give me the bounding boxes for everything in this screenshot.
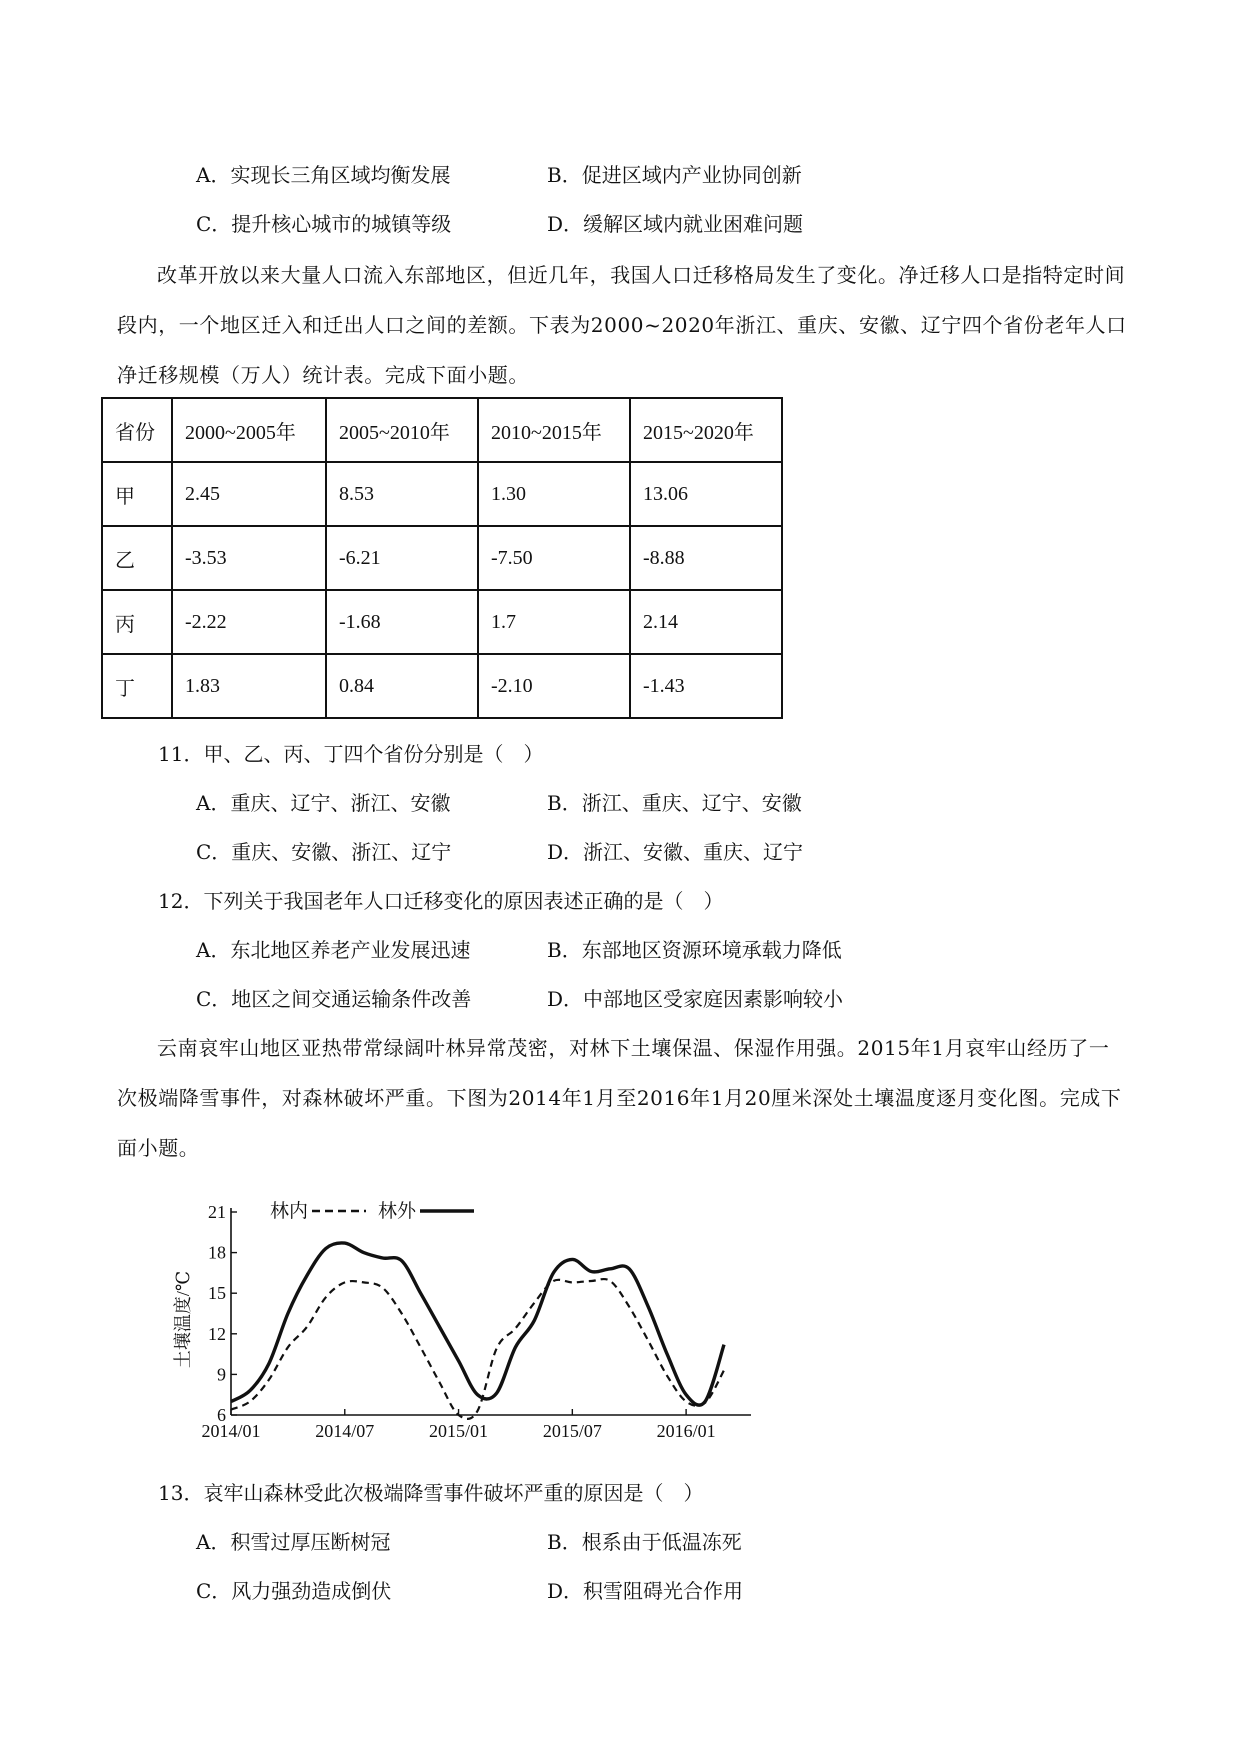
table-cell: -8.88 <box>630 526 782 590</box>
q10-option-b: B．促进区域内产业协同创新 <box>547 163 802 187</box>
table-cell: -6.21 <box>326 526 478 590</box>
table-header-cell: 2010~2015年 <box>478 398 630 462</box>
q10-option-c: C．提升核心城市的城镇等级 <box>196 212 452 236</box>
series-line-inside-forest <box>231 1279 724 1419</box>
legend-label: 林内 <box>270 1201 309 1222</box>
table-cell: -7.50 <box>478 526 630 590</box>
table-cell: 8.53 <box>326 462 478 526</box>
x-tick-label: 2014/01 <box>201 1421 261 1441</box>
q13-option-c: C．风力强劲造成倒伏 <box>196 1579 392 1603</box>
table-row <box>102 654 782 718</box>
x-tick-label: 2014/07 <box>315 1421 375 1441</box>
q10-option-a: A．实现长三角区域均衡发展 <box>196 163 451 187</box>
passage-soil-temperature <box>117 1023 1127 1173</box>
table-cell: -2.10 <box>478 654 630 718</box>
y-tick-label: 15 <box>208 1283 226 1304</box>
table-cell: 1.7 <box>478 590 630 654</box>
table-cell: 丙 <box>102 590 172 654</box>
y-tick-label: 9 <box>217 1364 226 1385</box>
table-header-cell: 2015~2020年 <box>630 398 782 462</box>
table-row <box>102 590 782 654</box>
table-cell: -1.68 <box>326 590 478 654</box>
x-tick-label: 2015/07 <box>542 1421 602 1441</box>
migration-table <box>101 397 783 719</box>
table-cell: 0.84 <box>326 654 478 718</box>
table-cell: -2.22 <box>172 590 326 654</box>
q10-option-d: D．缓解区域内就业困难问题 <box>547 212 804 236</box>
table-header-cell: 2000~2005年 <box>172 398 326 462</box>
q11-option-d: D．浙江、安徽、重庆、辽宁 <box>547 840 804 864</box>
table-cell: 13.06 <box>630 462 782 526</box>
y-tick-label: 21 <box>208 1202 226 1222</box>
q11-option-b: B．浙江、重庆、辽宁、安徽 <box>547 791 802 815</box>
y-tick-label: 6 <box>217 1405 226 1425</box>
table-header-cell: 2005~2010年 <box>326 398 478 462</box>
table-cell: 2.14 <box>630 590 782 654</box>
q12-option-a: A．东北地区养老产业发展迅速 <box>196 938 471 962</box>
table-cell: 乙 <box>102 526 172 590</box>
q13-stem: 13．哀牢山森林受此次极端降雪事件破坏严重的原因是（ ） <box>158 1481 704 1505</box>
q11-option-c: C．重庆、安徽、浙江、辽宁 <box>196 840 452 864</box>
q13-option-b: B．根系由于低温冻死 <box>547 1530 742 1554</box>
table-cell: 甲 <box>102 462 172 526</box>
q12-stem: 12．下列关于我国老年人口迁移变化的原因表述正确的是（ ） <box>158 889 724 913</box>
table-header-cell: 省份 <box>102 398 172 462</box>
q12-option-d: D．中部地区受家庭因素影响较小 <box>547 987 844 1011</box>
table-row <box>102 526 782 590</box>
table-cell: 丁 <box>102 654 172 718</box>
q12-option-b: B．东部地区资源环境承载力降低 <box>547 938 842 962</box>
y-tick-label: 12 <box>208 1323 226 1344</box>
q12-option-c: C．地区之间交通运输条件改善 <box>196 987 472 1011</box>
passage-migration <box>117 250 1127 400</box>
passage-migration-text: 改革开放以来大量人口流入东部地区，但近几年，我国人口迁移格局发生了变化。净迁移人口是指特定时间段内，一个地区迁入和迁出人口之间的差额。下表为2000~2020年浙江、重庆、安徽、辽宁四个省份老年人口净迁移规模（万人）统计表。完成下面小题。 <box>117 263 1127 387</box>
passage-soil-temperature-text: 云南哀牢山地区亚热带常绿阔叶林异常茂密，对林下土壤保温、保湿作用强。2015年1月哀牢山经历了一次极端降雪事件，对森林破坏严重。下图为2014年1月至2016年1月20厘米深处土壤温度逐月变化图。完成下面小题。 <box>117 1036 1122 1160</box>
q11-option-a: A．重庆、辽宁、浙江、安徽 <box>196 791 451 815</box>
table-cell: 1.30 <box>478 462 630 526</box>
x-tick-label: 2016/01 <box>656 1421 716 1441</box>
soil-temperature-chart <box>160 1195 760 1450</box>
table-cell: 2.45 <box>172 462 326 526</box>
legend-label: 林外 <box>378 1201 417 1222</box>
q11-stem: 11．甲、乙、丙、丁四个省份分别是（ ） <box>158 742 544 766</box>
table-cell: -1.43 <box>630 654 782 718</box>
table-cell: -3.53 <box>172 526 326 590</box>
y-tick-label: 18 <box>208 1242 226 1263</box>
table-header-row <box>102 398 782 462</box>
x-tick-label: 2015/01 <box>429 1421 489 1441</box>
q13-option-d: D．积雪阻碍光合作用 <box>547 1579 744 1603</box>
table-row <box>102 462 782 526</box>
series-line-outside-forest <box>231 1243 724 1405</box>
table-cell: 1.83 <box>172 654 326 718</box>
q13-option-a: A．积雪过厚压断树冠 <box>196 1530 391 1554</box>
y-axis-label: 土壤温度/℃ <box>173 1270 193 1369</box>
